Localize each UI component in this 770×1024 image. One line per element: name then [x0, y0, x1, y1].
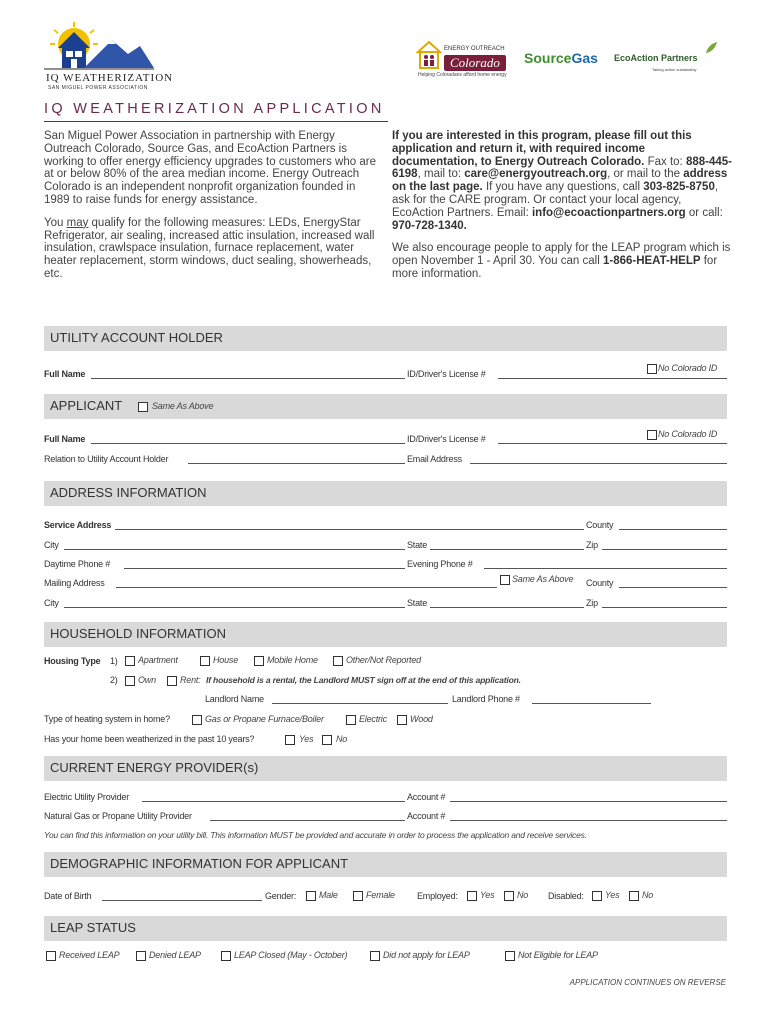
- sourcegas-logo: [524, 50, 598, 66]
- leap-text: We also encourage people to apply for the LEAP program which is open November 1 - April 30. You can call: [392, 242, 731, 268]
- weatherized-yes-checkbox[interactable]: [285, 735, 295, 745]
- account1-label: Account #: [407, 792, 446, 802]
- ecoaction-tagline: Taking action sustainably: [652, 67, 697, 72]
- applicant-no-colorado-id-label: No Colorado ID: [658, 429, 718, 439]
- rent-checkbox[interactable]: [167, 676, 177, 686]
- disabled-yes-label: Yes: [605, 890, 620, 900]
- gas-propane-label: Gas or Propane Furnace/Boiler: [205, 714, 324, 724]
- dob-label: Date of Birth: [44, 891, 92, 901]
- mailing-same-as-above-checkbox[interactable]: [500, 575, 510, 585]
- section-title: LEAP STATUS: [50, 920, 136, 935]
- applicant-same-as-above-checkbox[interactable]: [138, 402, 148, 412]
- weatherized-no-label: No: [336, 734, 348, 744]
- logo-text: IQ WEATHERIZATION: [46, 72, 174, 84]
- house-checkbox[interactable]: [200, 656, 210, 666]
- intro-p2-b: qualify for the following measures: LEDs, EnergyStar Refrigerator, air sealing, increased attic insulation, increased wall insulation, crawlspace insulation, furnace replacement, water heater replacement, storm windows, duct sealing, showerheads, etc.: [44, 216, 375, 280]
- section-utility-account-holder: [44, 326, 727, 351]
- state-field[interactable]: [430, 549, 584, 550]
- eap-email: info@ecoactionpartners.org: [531, 206, 686, 219]
- logo-subtext: SAN MIGUEL POWER ASSOCIATION: [48, 85, 148, 91]
- employed-label: Employed:: [417, 891, 458, 901]
- contact-call: or call:: [685, 206, 723, 219]
- employed-yes-checkbox[interactable]: [467, 891, 477, 901]
- ecoaction-name: EcoAction Partners: [614, 53, 698, 63]
- electric-provider-label: Electric Utility Provider: [44, 792, 130, 802]
- contact-care: , ask for the CARE program. Or contact your local agency, EcoAction Partners. Email:: [392, 181, 719, 219]
- gas-provider-label: Natural Gas or Propane Utility Provider: [44, 811, 192, 821]
- mailing-address-label: Mailing Address: [44, 578, 105, 588]
- intro-right-column: [392, 130, 732, 281]
- house-sun-icon: [44, 22, 154, 74]
- mobile-home-label: Mobile Home: [267, 655, 318, 665]
- applicant-no-colorado-id-checkbox[interactable]: [647, 430, 657, 440]
- eoc-line1: ENERGY OUTREACH: [444, 46, 505, 52]
- denied-leap-checkbox[interactable]: [136, 951, 146, 961]
- section-address-information: [44, 481, 727, 506]
- applicant-full-name-field[interactable]: [91, 443, 405, 444]
- received-leap-checkbox[interactable]: [46, 951, 56, 961]
- county2-label: County: [586, 578, 614, 588]
- relation-field[interactable]: [188, 463, 405, 464]
- utility-full-name-label: Full Name: [44, 369, 86, 379]
- disabled-no-label: No: [642, 890, 654, 900]
- heating-question: Type of heating system in home?: [44, 714, 170, 724]
- section-current-energy-provider: [44, 756, 727, 781]
- eap-phone: 970-728-1340.: [392, 219, 467, 232]
- eoc-tagline: Helping Coloradans afford home energy: [418, 72, 507, 78]
- section-title: UTILITY ACCOUNT HOLDER: [50, 330, 223, 345]
- fax-number: 888-445-6198: [392, 155, 732, 181]
- mobile-home-checkbox[interactable]: [254, 656, 264, 666]
- heat-help-phone: 1-866-HEAT-HELP: [602, 255, 701, 268]
- address-note: address on the last page.: [392, 168, 728, 194]
- contact-lead: If you are interested in this program, please fill out this application and return it, with required income documentation, to Energy Outreach Colorado.: [392, 130, 692, 168]
- rent-label: Rent:: [180, 675, 201, 685]
- leap-closed-checkbox[interactable]: [221, 951, 231, 961]
- email-label: Email Address: [407, 454, 462, 464]
- sourcegas-a: Source: [524, 50, 572, 66]
- ecoaction-partners-logo: [612, 45, 722, 75]
- provider-note: You can find this information on your utility bill. This information MUST be provided and accurate in order to process the application and receive services.: [44, 830, 587, 840]
- county2-field[interactable]: [619, 587, 727, 588]
- city-label: City: [44, 540, 59, 550]
- evening-phone-label: Evening Phone #: [407, 559, 473, 569]
- contact-paragraph: [392, 130, 732, 232]
- wood-label: Wood: [410, 714, 433, 724]
- section-title: DEMOGRAPHIC INFORMATION FOR APPLICANT: [50, 856, 349, 871]
- disabled-label: Disabled:: [548, 891, 584, 901]
- county-label: County: [586, 520, 614, 530]
- section-title: CURRENT ENERGY PROVIDER(s): [50, 760, 259, 775]
- not-eligible-checkbox[interactable]: [505, 951, 515, 961]
- section-title: APPLICANT: [50, 398, 123, 413]
- utility-full-name-field[interactable]: [91, 378, 405, 379]
- intro-paragraph-2: [44, 217, 384, 281]
- housing-type-1: 1): [110, 656, 118, 666]
- own-checkbox[interactable]: [125, 676, 135, 686]
- dob-field[interactable]: [102, 900, 262, 901]
- housing-type-label: Housing Type: [44, 656, 101, 666]
- title-divider: [44, 121, 388, 122]
- section-title: HOUSEHOLD INFORMATION: [50, 626, 226, 641]
- house-label: House: [213, 655, 239, 665]
- footer-continues: APPLICATION CONTINUES ON REVERSE: [569, 978, 726, 987]
- received-leap-label: Received LEAP: [59, 950, 120, 960]
- apartment-label: Apartment: [138, 655, 178, 665]
- disabled-no-checkbox[interactable]: [629, 891, 639, 901]
- evening-phone-field[interactable]: [484, 568, 727, 569]
- male-label: Male: [319, 890, 338, 900]
- daytime-phone-label: Daytime Phone #: [44, 559, 111, 569]
- other-label: Other/Not Reported: [346, 655, 421, 665]
- mailing-address-field[interactable]: [116, 587, 497, 588]
- section-demographic-information: [44, 852, 727, 877]
- service-address-label: Service Address: [44, 520, 112, 530]
- state2-label: State: [407, 598, 428, 608]
- female-checkbox[interactable]: [353, 891, 363, 901]
- weatherized-question: Has your home been weatherized in the past 10 years?: [44, 734, 255, 744]
- contact-questions: If you have any questions, call: [482, 181, 644, 194]
- email-field[interactable]: [470, 463, 727, 464]
- not-eligible-label: Not Eligible for LEAP: [518, 950, 598, 960]
- relation-label: Relation to Utility Account Holder: [44, 454, 169, 464]
- account2-label: Account #: [407, 811, 446, 821]
- utility-id-field[interactable]: [498, 378, 727, 379]
- state-label: State: [407, 540, 428, 550]
- account2-field[interactable]: [450, 820, 727, 821]
- employed-no-label: No: [517, 890, 529, 900]
- did-not-apply-checkbox[interactable]: [370, 951, 380, 961]
- city-field[interactable]: [64, 549, 405, 550]
- sourcegas-b: Gas: [571, 50, 598, 66]
- landlord-phone-field[interactable]: [532, 703, 651, 704]
- utility-no-colorado-id-label: No Colorado ID: [658, 363, 718, 373]
- zip2-field[interactable]: [602, 607, 727, 608]
- electric-provider-field[interactable]: [142, 801, 405, 802]
- landlord-name-field[interactable]: [272, 703, 448, 704]
- intro-p2-a: You: [44, 216, 67, 229]
- page-title: IQ WEATHERIZATION APPLICATION: [44, 101, 385, 117]
- section-applicant: [44, 394, 727, 419]
- disabled-yes-checkbox[interactable]: [592, 891, 602, 901]
- city2-field[interactable]: [64, 607, 405, 608]
- denied-leap-label: Denied LEAP: [149, 950, 201, 960]
- applicant-id-field[interactable]: [498, 443, 727, 444]
- zip-field[interactable]: [602, 549, 727, 550]
- intro-paragraph-1: San Miguel Power Association in partnership with Energy Outreach Colorado, Source Gas, and EcoAction Partners is working to offer energy efficiency upgrades to customers who are at or below 80% of the area median income. Energy Outreach Colorado is an independent nonprofit organization founded in 1989 to raise funds for energy assistance.: [44, 130, 376, 206]
- electric-label: Electric: [359, 714, 387, 724]
- intro-p2-may: may: [66, 216, 89, 229]
- did-not-apply-label: Did not apply for LEAP: [383, 950, 470, 960]
- daytime-phone-field[interactable]: [124, 568, 405, 569]
- other-checkbox[interactable]: [333, 656, 343, 666]
- contact-or: , or mail to the: [607, 168, 684, 181]
- applicant-same-as-above-label: Same As Above: [152, 401, 214, 411]
- contact-fax-label: Fax to:: [644, 155, 686, 168]
- landlord-phone-label: Landlord Phone #: [452, 694, 520, 704]
- contact-mail-label: , mail to:: [417, 168, 465, 181]
- apartment-checkbox[interactable]: [125, 656, 135, 666]
- state2-field[interactable]: [430, 607, 584, 608]
- male-checkbox[interactable]: [306, 891, 316, 901]
- zip-label: Zip: [586, 540, 598, 550]
- own-label: Own: [138, 675, 156, 685]
- gas-provider-field[interactable]: [210, 820, 405, 821]
- energy-outreach-colorado-logo: [416, 40, 516, 80]
- leap-text-end: for more information.: [392, 255, 718, 280]
- rent-note: If household is a rental, the Landlord MUST sign off at the end of this application.: [206, 675, 521, 685]
- gas-propane-checkbox[interactable]: [192, 715, 202, 725]
- zip2-label: Zip: [586, 598, 598, 608]
- weatherized-yes-label: Yes: [299, 734, 314, 744]
- iq-weatherization-logo: [44, 22, 174, 94]
- service-address-field[interactable]: [115, 529, 584, 530]
- leap-closed-label: LEAP Closed (May - October): [234, 950, 348, 960]
- employed-no-checkbox[interactable]: [504, 891, 514, 901]
- city2-label: City: [44, 598, 59, 608]
- section-leap-status: [44, 916, 727, 941]
- eoc-house-icon: [416, 40, 442, 70]
- county-field[interactable]: [619, 529, 727, 530]
- care-email: care@energyoutreach.org: [464, 168, 608, 181]
- landlord-name-label: Landlord Name: [205, 694, 264, 704]
- weatherized-no-checkbox[interactable]: [322, 735, 332, 745]
- utility-no-colorado-id-checkbox[interactable]: [647, 364, 657, 374]
- account1-field[interactable]: [450, 801, 727, 802]
- utility-id-label: ID/Driver's License #: [407, 369, 486, 379]
- employed-yes-label: Yes: [480, 890, 495, 900]
- female-label: Female: [366, 890, 395, 900]
- electric-checkbox[interactable]: [346, 715, 356, 725]
- section-title: ADDRESS INFORMATION: [50, 485, 207, 500]
- wood-checkbox[interactable]: [397, 715, 407, 725]
- gender-label: Gender:: [265, 891, 297, 901]
- intro-left-column: [44, 130, 384, 281]
- leap-paragraph: [392, 242, 732, 280]
- care-phone: 303-825-8750: [643, 181, 715, 194]
- mailing-same-as-above-label: Same As Above: [512, 574, 574, 584]
- section-household-information: [44, 622, 727, 647]
- housing-type-2: 2): [110, 675, 118, 685]
- leaf-icon: [704, 41, 718, 55]
- applicant-id-label: ID/Driver's License #: [407, 434, 486, 444]
- eoc-line2: Colorado: [444, 55, 506, 71]
- applicant-full-name-label: Full Name: [44, 434, 86, 444]
